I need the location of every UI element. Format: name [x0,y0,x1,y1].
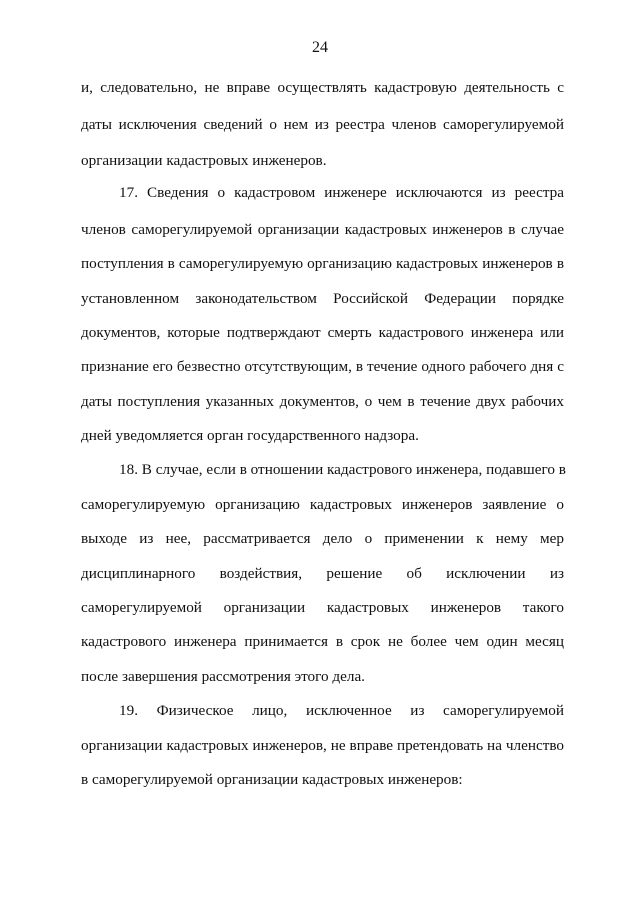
paragraph-19-first-line: 19. Физическое лицо, исключенное из саморегулируемой [119,702,564,719]
text-line: кадастрового инженера принимается в срок не более чем один месяц [81,633,564,650]
text-line: поступления в саморегулируемую организацию кадастровых инженеров в [81,255,564,272]
text-line: даты поступления указанных документов, о чем в течение двух рабочих [81,393,564,410]
text-line: документов, которые подтверждают смерть кадастрового инженера или [81,324,564,341]
text-line: дней уведомляется орган государственного надзора. [81,427,419,444]
text-line: саморегулируемой организации кадастровых инженеров такого [81,599,564,616]
text-line: организации кадастровых инженеров. [81,152,327,169]
text-line: даты исключения сведений о нем из реестра членов саморегулируемой [81,116,564,133]
text-line: признание его безвестно отсутствующим, в течение одного рабочего дня с [81,358,564,375]
paragraph-18-first-line: 18. В случае, если в отношении кадастрового инженера, подавшего в [119,461,566,478]
text-line: установленном законодательством Российской Федерации порядке [81,290,564,307]
page-number: 24 [312,39,328,56]
text-line: организации кадастровых инженеров, не вправе претендовать на членство [81,737,564,754]
text-line: и, следовательно, не вправе осуществлять кадастровую деятельность с [81,79,564,96]
paragraph-17-first-line: 17. Сведения о кадастровом инженере исключаются из реестра [119,184,564,201]
text-line: в саморегулируемой организации кадастровых инженеров: [81,771,463,788]
text-line: после завершения рассмотрения этого дела. [81,668,365,685]
text-line: членов саморегулируемой организации кадастровых инженеров в случае [81,221,564,238]
text-line: саморегулируемую организацию кадастровых инженеров заявление о [81,496,564,513]
text-line: выходе из нее, рассматривается дело о применении к нему мер [81,530,564,547]
text-line: дисциплинарного воздействия, решение об исключении из [81,565,564,582]
